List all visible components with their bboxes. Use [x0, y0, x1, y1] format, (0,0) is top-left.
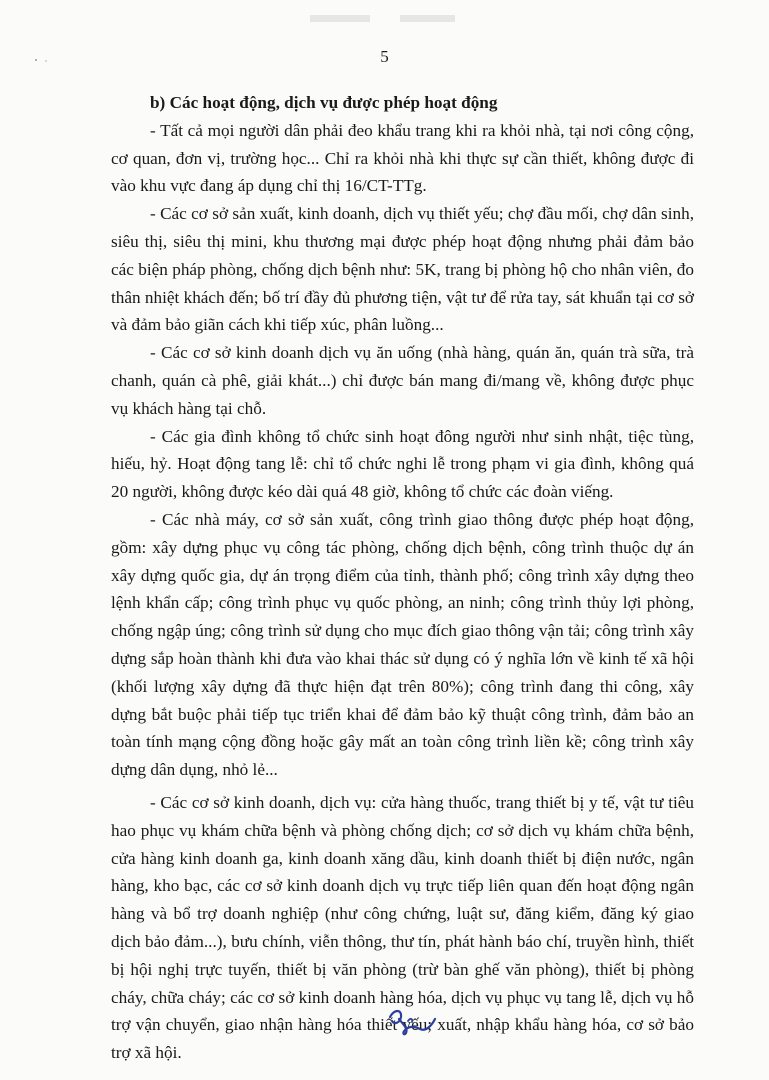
paragraph-family-gatherings: - Các gia đình không tổ chức sinh hoạt đông người như sinh nhật, tiệc tùng, hiếu, hỷ. Hoạt động tang lễ: chỉ tổ chức nghi lễ trong phạm vi gia đình, không quá 20 người, không được kéo dài quá 48 giờ, không tổ chức các đoàn viếng. [111, 426, 694, 502]
bleed-through-mark [300, 12, 470, 26]
paragraph-mask-requirement: - Tất cả mọi người dân phải đeo khẩu trang khi ra khỏi nhà, tại nơi công cộng, cơ quan, đơn vị, trường học... Chỉ ra khỏi nhà khi thực sự cần thiết, không được đi vào khu vực đang áp dụng chỉ thị 16/CT-TTg. [111, 120, 694, 196]
section-heading: b) Các hoạt động, dịch vụ được phép hoạt động [150, 93, 498, 112]
paragraph-food-services: - Các cơ sở kinh doanh dịch vụ ăn uống (nhà hàng, quán ăn, quán trà sữa, trà chanh, quán cà phê, giải khát...) chỉ được bán mang đi/mang về, không được phục vụ khách hàng tại chỗ. [111, 343, 694, 418]
signature-initials-icon [382, 1003, 438, 1039]
paragraph-essential-businesses: - Các cơ sở sản xuất, kinh doanh, dịch vụ thiết yếu; chợ đầu mối, chợ dân sinh, siêu thị, siêu thị mini, khu thương mại được phép hoạt động nhưng phải đảm bảo các biện pháp phòng, chống dịch bệnh như: 5K, trang bị phòng hộ cho nhân viên, đo thân nhiệt khách đến; bố trí đầy đủ phương tiện, vật tư để rửa tay, sát khuẩn tại cơ sở và đảm bảo giãn cách khi tiếp xúc, phân luồng... [111, 204, 694, 335]
page-number: 5 [380, 47, 389, 66]
paragraph-permitted-services: - Các cơ sở kinh doanh, dịch vụ: cửa hàng thuốc, trang thiết bị y tế, vật tư tiêu hao phục vụ khám chữa bệnh và phòng chống dịch; cơ sở dịch vụ khám chữa bệnh, cửa hàng kinh doanh ga, kinh doanh xăng dầu, kinh doanh thiết bị điện nước, ngân hàng, kho bạc, các cơ sở kinh doanh dịch vụ trực tiếp liên quan đến hoạt động ngân hàng và bổ trợ doanh nghiệp (như công chứng, luật sư, đăng kiểm, đăng ký giao dịch bảo đảm...), bưu chính, viễn thông, thư tín, phát hành báo chí, truyền hình, thiết bị hội nghị trực tuyến, thiết bị văn phòng (trừ bàn ghế văn phòng), thiết bị phòng cháy, chữa cháy; các cơ sở kinh doanh hàng hóa, dịch vụ phục vụ tang lễ, dịch vụ hỗ trợ vận chuyển, giao nhận hàng hóa thiết yếu; xuất, nhập khẩu hàng hóa, cơ sở bảo trợ xã hội. [111, 792, 694, 1063]
document-body [111, 89, 694, 1067]
paragraph-factories-construction: - Các nhà máy, cơ sở sản xuất, công trình giao thông được phép hoạt động, gồm: xây dựng phục vụ công tác phòng, chống dịch bệnh, công trình thuộc dự án xây dựng quốc gia, dự án trọng điểm của tỉnh, thành phố; công trình xây dựng theo lệnh khẩn cấp; công trình phục vụ quốc phòng, an ninh; công trình thủy lợi phòng, chống ngập úng; công trình sử dụng cho mục đích giao thông vận tải; công trình xây dựng sắp hoàn thành khi đưa vào khai thác sử dụng có ý nghĩa lớn về kinh tế xã hội (khối lượng xây dựng đã thực hiện đạt trên 80%); công trình đang thi công, xây dựng bắt buộc phải tiếp tục triển khai để đảm bảo kỹ thuật công trình, đảm bảo an toàn tính mạng cộng đồng hoặc gây mất an toàn công trình liền kề; công trình xây dựng dân dụng, nhỏ lẻ... [111, 509, 694, 780]
